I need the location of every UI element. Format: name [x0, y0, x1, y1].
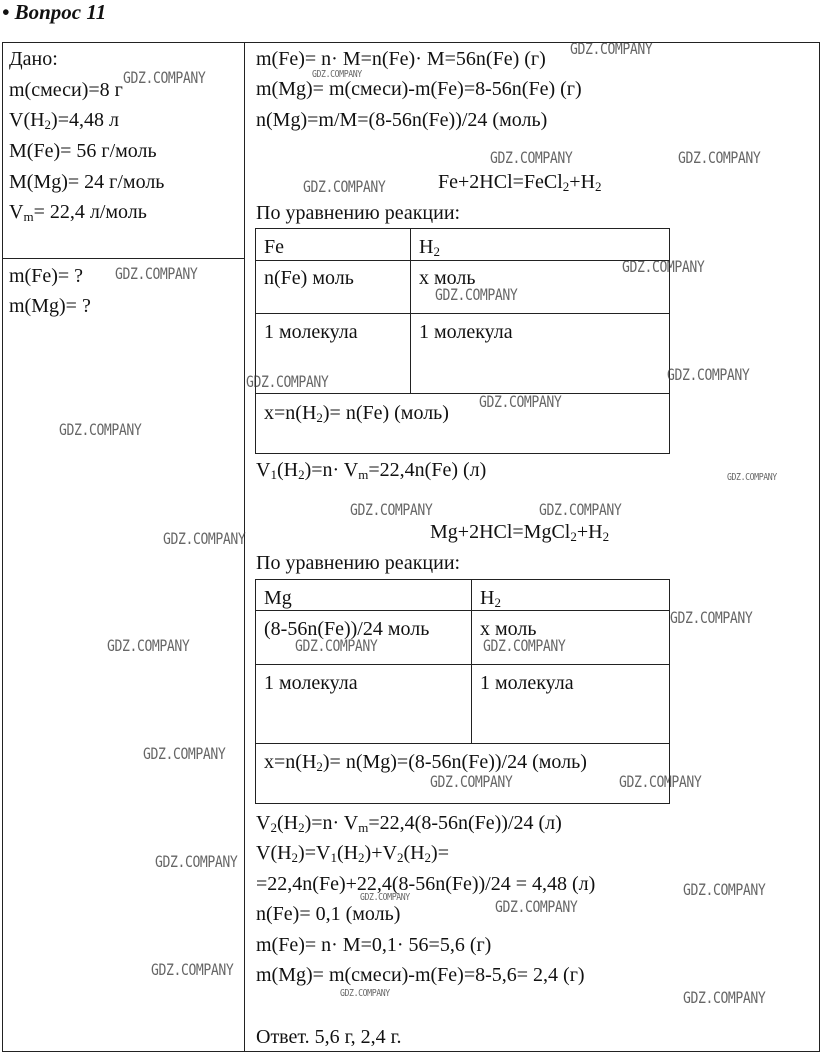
total-volume-expression: $V(H_2)=V_1(H_2)+V_2(H_2)=$	[256, 842, 449, 865]
find-mass-fe: m(Fe)= ?	[9, 265, 84, 287]
volume-h2-from-fe: $V_1(H_2)=n\cdot V_m=22,4n(Fe)$ (л)	[256, 459, 487, 482]
table2-row-divider	[255, 664, 670, 665]
watermark: GDZ.COMPANY	[479, 392, 562, 411]
given-volume-h2: $V(H_2)=4,48$ л	[9, 109, 119, 132]
watermark: GDZ.COMPANY	[340, 988, 390, 999]
table1-cell: 1 молекула	[419, 321, 513, 343]
solution-line-3: n(Mg)=m/M=(8-56n(Fe))/24 (моль)	[256, 109, 548, 131]
mass-fe-result: m(Fe)= n· M=0,1· 56=5,6 (г)	[256, 934, 492, 956]
table1-row-divider	[255, 393, 670, 394]
moles-fe-result: n(Fe)= 0,1 (моль)	[256, 903, 401, 925]
watermark: GDZ.COMPANY	[430, 772, 513, 791]
table2-cell: х моль	[480, 618, 537, 640]
given-molar-volume: $V_m= 22,4$ л/моль	[9, 201, 147, 224]
watermark: GDZ.COMPANY	[163, 529, 246, 548]
solution-line-1: m(Fe)= n· M=n(Fe)· M=56n(Fe) (г)	[256, 48, 546, 70]
volume-h2-from-mg: $V_2(H_2)=n\cdot V_m=22,4(8-56n(Fe))/24$ (л)	[256, 812, 562, 835]
table1-header-fe: Fe	[264, 236, 284, 258]
table2-header-mg: Mg	[264, 587, 292, 609]
by-equation-label-1: По уравнению реакции:	[256, 202, 461, 224]
watermark: GDZ.COMPANY	[670, 608, 753, 627]
watermark: GDZ.COMPANY	[123, 68, 206, 87]
reaction-equation-fe: $Fe+2HCl=FeCl_2+H_2$	[438, 171, 602, 194]
table1-row-divider	[255, 313, 670, 314]
watermark: GDZ.COMPANY	[435, 285, 518, 304]
watermark: GDZ.COMPANY	[483, 636, 566, 655]
watermark: GDZ.COMPANY	[115, 264, 198, 283]
watermark: GDZ.COMPANY	[350, 500, 433, 519]
watermark: GDZ.COMPANY	[619, 772, 702, 791]
watermark: GDZ.COMPANY	[312, 69, 362, 80]
total-volume-equation: =22,4n(Fe)+22,4(8-56n(Fe))/24 = 4,48 (л)	[256, 873, 596, 895]
table1-cell: n(Fe) моль	[264, 267, 354, 289]
table1-row-divider	[255, 260, 670, 261]
table2-row-divider	[255, 743, 670, 744]
watermark: GDZ.COMPANY	[683, 880, 766, 899]
table1-cell: х моль	[419, 267, 476, 289]
watermark: GDZ.COMPANY	[678, 148, 761, 167]
table2-cell: 1 молекула	[264, 672, 358, 694]
watermark: GDZ.COMPANY	[59, 420, 142, 439]
table1-header-h2: $H_2$	[419, 236, 440, 259]
watermark: GDZ.COMPANY	[360, 892, 410, 903]
table1-cell: 1 молекула	[264, 321, 358, 343]
given-title: Дано:	[9, 48, 58, 70]
watermark: GDZ.COMPANY	[303, 177, 386, 196]
table2-row-divider	[255, 610, 670, 611]
given-find-divider	[2, 258, 245, 259]
watermark: GDZ.COMPANY	[539, 500, 622, 519]
table2-cell: (8-56n(Fe))/24 моль	[264, 618, 430, 640]
table2-header-h2: $H_2$	[480, 587, 501, 610]
watermark: GDZ.COMPANY	[246, 372, 329, 391]
table1-result: $x=n(H_2)= n(Fe)$ (моль)	[264, 402, 449, 425]
watermark: GDZ.COMPANY	[495, 897, 578, 916]
table2-result: $x=n(H_2)= n(Mg)=(8-56n(Fe))/24$ (моль)	[264, 751, 587, 774]
table2-cell: 1 молекула	[480, 672, 574, 694]
watermark: GDZ.COMPANY	[490, 148, 573, 167]
watermark: GDZ.COMPANY	[570, 39, 653, 58]
answer: Ответ. 5,6 г, 2,4 г.	[256, 1026, 402, 1048]
find-mass-mg: m(Mg)= ?	[9, 295, 91, 317]
given-molar-mass-mg: M(Mg)= 24 г/моль	[9, 171, 165, 193]
watermark: GDZ.COMPANY	[151, 960, 234, 979]
watermark: GDZ.COMPANY	[155, 852, 238, 871]
watermark: GDZ.COMPANY	[683, 988, 766, 1007]
by-equation-label-2: По уравнению реакции:	[256, 552, 461, 574]
mass-mg-result: m(Mg)= m(смеси)-m(Fe)=8-5,6= 2,4 (г)	[256, 964, 585, 986]
question-heading: • Вопрос 11	[2, 0, 107, 24]
watermark: GDZ.COMPANY	[667, 365, 750, 384]
given-mass-mixture: m(смеси)=8 г	[9, 79, 123, 101]
watermark: GDZ.COMPANY	[295, 636, 378, 655]
watermark: GDZ.COMPANY	[107, 636, 190, 655]
watermark: GDZ.COMPANY	[143, 744, 226, 763]
watermark: GDZ.COMPANY	[727, 472, 777, 483]
solution-line-2: m(Mg)= m(смеси)-m(Fe)=8-56n(Fe) (г)	[256, 78, 582, 100]
given-molar-mass-fe: M(Fe)= 56 г/моль	[9, 140, 157, 162]
watermark: GDZ.COMPANY	[622, 257, 705, 276]
reaction-equation-mg: $Mg+2HCl=MgCl_2+H_2$	[430, 521, 610, 544]
